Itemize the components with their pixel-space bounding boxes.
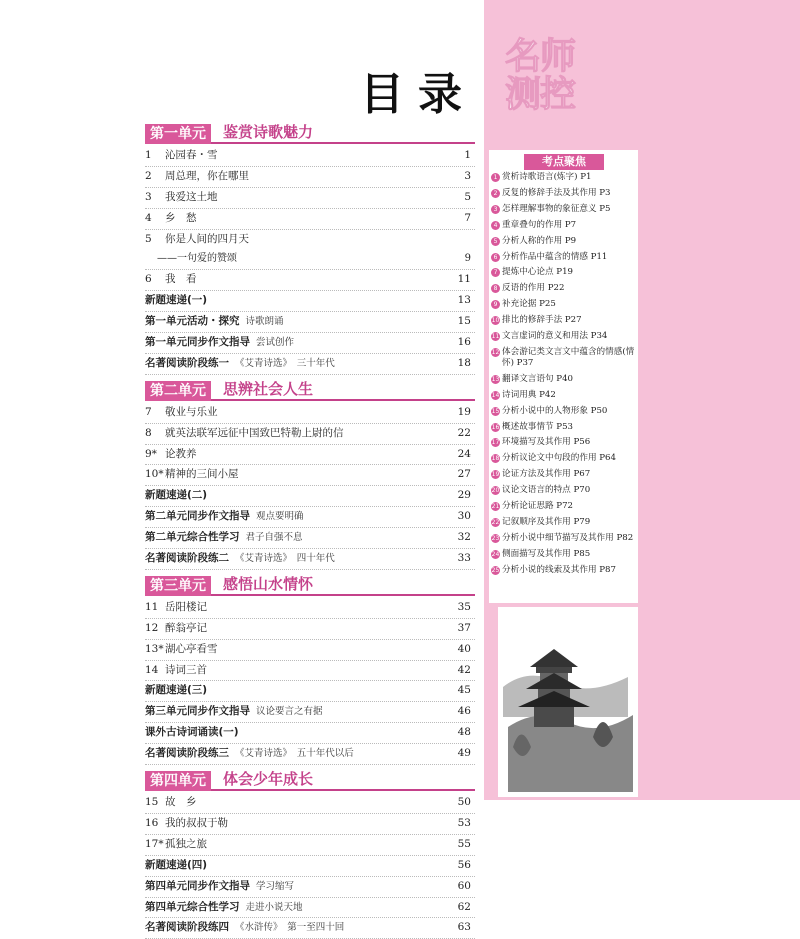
toc-entry[interactable]	[145, 549, 475, 570]
entry-title: 名著阅读阶段练三	[145, 747, 229, 760]
entry-title: 第三单元同步作文指导	[145, 705, 250, 718]
entry-title: 名著阅读阶段练四	[145, 921, 229, 934]
toc-entry[interactable]	[145, 249, 475, 270]
point-text: 分析小说的线索及其作用 P87	[502, 564, 616, 575]
point-number-badge: 9	[491, 300, 500, 309]
point-number-badge: 5	[491, 237, 500, 246]
entry-page: 27	[457, 468, 471, 481]
point-text: 分析小说中的人物形象 P50	[502, 405, 608, 416]
entry-title: 第一单元同步作文指导	[145, 336, 250, 349]
toc-entry[interactable]	[145, 465, 475, 486]
entry-page: 35	[457, 600, 471, 613]
point-number-badge: 8	[491, 284, 500, 293]
point-number-badge: 21	[491, 503, 500, 511]
key-point-item[interactable]	[491, 390, 638, 401]
point-text: 反复的修辞手法及其作用 P3	[502, 187, 611, 198]
key-point-item[interactable]	[491, 347, 638, 369]
entry-page: 53	[457, 816, 471, 829]
key-point-item[interactable]	[491, 299, 638, 310]
toc-entry[interactable]	[145, 291, 475, 312]
toc-entry[interactable]	[145, 312, 475, 333]
entry-title: 诗词三首	[165, 663, 207, 676]
entry-subtitle: 《艾青诗选》 三十年代	[235, 357, 335, 369]
entry-title: 名著阅读阶段练二	[145, 552, 229, 565]
point-text: 体会游记类文言文中蕴含的情感(情怀) P37	[502, 346, 635, 368]
point-number-badge: 23	[491, 534, 500, 542]
toc-entry[interactable]	[145, 723, 475, 744]
entry-number: 9*	[145, 447, 157, 460]
key-point-item[interactable]	[491, 374, 638, 385]
point-text: 概述故事情节 P53	[502, 421, 574, 432]
entry-subtitle: 诗歌朗诵	[245, 316, 284, 328]
entry-page: 46	[457, 705, 471, 718]
point-text: 记叙顺序及其作用 P79	[502, 516, 591, 527]
point-text: 议论文语言的特点 P70	[502, 485, 591, 496]
point-number-badge: 11	[491, 333, 500, 341]
entry-title: 第一单元活动・探究	[145, 315, 240, 328]
toc-entry[interactable]	[145, 681, 475, 702]
point-number-badge: 22	[491, 518, 500, 526]
unit-tag: 第一单元	[145, 124, 211, 144]
unit-tag: 第三单元	[145, 576, 211, 596]
toc-entry[interactable]	[145, 856, 475, 877]
entry-page: 9	[464, 253, 471, 265]
key-point-item[interactable]	[491, 267, 638, 278]
point-text: 分析作品中蕴含的情感 P11	[502, 251, 608, 262]
entry-page: 22	[457, 426, 471, 439]
entry-page: 11	[457, 273, 471, 286]
point-text: 补充论据 P25	[502, 299, 556, 310]
point-text: 分析人称的作用 P9	[502, 235, 577, 246]
point-text: 翻译文言语句 P40	[502, 373, 574, 384]
entry-page: 18	[457, 356, 471, 369]
entry-number: 17*	[145, 837, 164, 850]
entry-page: 49	[457, 747, 471, 760]
key-point-item[interactable]	[491, 406, 638, 417]
point-number-badge: 3	[491, 205, 500, 214]
entry-title: 我爱这土地	[165, 190, 218, 203]
point-number-badge: 18	[491, 455, 500, 463]
entry-title: 名著阅读阶段练一	[145, 356, 229, 369]
entry-page: 33	[457, 552, 471, 565]
toc-entry[interactable]	[145, 486, 475, 507]
unit-header	[145, 573, 475, 596]
unit-name: 鉴赏诗歌魅力	[223, 123, 314, 141]
entry-page: 63	[457, 921, 471, 934]
entry-number: 11	[145, 600, 159, 613]
point-number-badge: 1	[491, 173, 500, 182]
entry-title: 第四单元同步作文指导	[145, 879, 250, 892]
entry-subtitle: 尝试创作	[256, 337, 295, 349]
point-number-badge: 4	[491, 221, 500, 230]
entry-title: 新题速递(一)	[145, 294, 208, 307]
entry-title: 第二单元综合性学习	[145, 531, 240, 544]
toc-entry[interactable]	[145, 209, 475, 230]
entry-title: 第四单元综合性学习	[145, 900, 240, 913]
unit-name: 感悟山水情怀	[223, 574, 314, 593]
key-point-item[interactable]	[491, 437, 638, 448]
toc-entry[interactable]	[145, 167, 475, 188]
key-point-item[interactable]	[491, 331, 638, 342]
toc-entry[interactable]	[145, 403, 475, 424]
point-number-badge: 25	[491, 566, 500, 574]
toc-entry[interactable]	[145, 793, 475, 814]
point-number-badge: 12	[491, 348, 500, 356]
toc-entry[interactable]	[145, 640, 475, 661]
point-text: 提炼中心论点 P19	[502, 267, 574, 278]
toc-entry[interactable]	[145, 354, 475, 375]
toc-entry[interactable]	[145, 598, 475, 619]
key-point-item[interactable]	[491, 283, 638, 294]
point-text: 侧面描写及其作用 P85	[502, 548, 591, 559]
entry-number: 5	[145, 232, 152, 245]
entry-page: 40	[457, 642, 471, 655]
entry-page: 24	[457, 447, 471, 460]
key-point-item[interactable]	[491, 204, 638, 215]
entry-title: 你是人间的四月天	[165, 232, 249, 245]
unit-name: 思辨社会人生	[223, 379, 314, 398]
point-number-badge: 16	[491, 423, 500, 431]
entry-number: 10*	[145, 468, 164, 481]
key-point-item[interactable]	[491, 485, 638, 496]
entry-title: 湖心亭看雪	[165, 642, 218, 655]
page-title: 目录	[360, 69, 476, 120]
unit-header	[145, 378, 475, 401]
point-text: 环境描写及其作用 P56	[502, 437, 591, 448]
entry-subtitle: 走进小说天地	[245, 901, 303, 913]
point-number-badge: 7	[491, 268, 500, 277]
entry-title: 论教养	[165, 447, 197, 460]
pavilion-illustration	[498, 607, 638, 797]
point-text: 怎样理解事物的象征意义 P5	[502, 203, 611, 214]
entry-subtitle: 君子自强不息	[245, 532, 303, 544]
key-point-item[interactable]	[491, 469, 638, 480]
entry-number: 3	[145, 190, 152, 203]
entry-number: 6	[145, 273, 152, 286]
point-text: 赏析诗歌语言(炼字) P1	[502, 172, 592, 182]
entry-page: 45	[457, 684, 471, 697]
point-number-badge: 19	[491, 471, 500, 479]
toc-entry[interactable]	[145, 230, 475, 250]
key-point-item[interactable]	[491, 236, 638, 247]
entry-number: 8	[145, 426, 152, 439]
entry-number: 12	[145, 621, 159, 634]
toc-entry[interactable]	[145, 507, 475, 528]
toc-entry[interactable]	[145, 918, 475, 939]
entry-title: 敬业与乐业	[165, 405, 218, 418]
entry-subtitle: 议论要言之有据	[256, 706, 323, 718]
toc-entry[interactable]	[145, 619, 475, 640]
toc-entry[interactable]	[145, 814, 475, 835]
point-text: 论证方法及其作用 P67	[502, 469, 591, 480]
toc-entry[interactable]	[145, 146, 475, 167]
point-number-badge: 2	[491, 189, 500, 198]
key-point-item[interactable]	[491, 172, 638, 183]
entry-subtitle: 观点要明确	[256, 511, 304, 523]
point-text: 重章叠句的作用 P7	[502, 219, 577, 230]
entry-title: ——一句爱的赞颂	[157, 253, 237, 265]
entry-title: 精神的三间小屋	[165, 468, 239, 481]
toc-entry[interactable]	[145, 188, 475, 209]
entry-page: 62	[457, 900, 471, 913]
point-number-badge: 20	[491, 487, 500, 495]
entry-page: 60	[457, 879, 471, 892]
point-text: 分析议论文中句段的作用 P64	[502, 453, 616, 464]
entry-page: 15	[457, 315, 471, 328]
brand-logo	[505, 38, 595, 114]
point-number-badge: 10	[491, 317, 500, 325]
entry-title: 乡 愁	[165, 211, 197, 224]
entry-page: 37	[457, 621, 471, 634]
key-point-item[interactable]	[491, 565, 638, 576]
entry-title: 课外古诗词诵读(一)	[145, 726, 239, 739]
unit-tag: 第四单元	[145, 771, 211, 791]
toc-entry[interactable]	[145, 877, 475, 898]
entry-page: 50	[457, 796, 471, 809]
toc-entry[interactable]	[145, 661, 475, 682]
entry-number: 15	[145, 796, 159, 809]
point-text: 分析小说中细节描写及其作用 P82	[502, 532, 634, 543]
entry-number: 16	[145, 816, 159, 829]
unit-name: 体会少年成长	[223, 770, 314, 789]
entry-number: 7	[145, 405, 152, 418]
entry-number: 2	[145, 169, 152, 182]
key-point-item[interactable]	[491, 453, 638, 464]
entry-title: 醉翁亭记	[165, 621, 207, 634]
entry-title: 岳阳楼记	[165, 600, 207, 613]
toc-entry[interactable]	[145, 424, 475, 445]
point-number-badge: 14	[491, 391, 500, 399]
key-point-item[interactable]	[491, 517, 638, 528]
point-number-badge: 15	[491, 407, 500, 415]
entry-page: 19	[457, 405, 471, 418]
entry-title: 我的叔叔于勒	[165, 816, 228, 829]
key-point-item[interactable]	[491, 422, 638, 433]
entry-page: 13	[457, 294, 471, 307]
key-point-item[interactable]	[491, 501, 638, 512]
entry-page: 29	[457, 489, 471, 502]
entry-title: 我 看	[165, 273, 197, 286]
entry-title: 就英法联军远征中国致巴特勒上尉的信	[165, 426, 344, 439]
key-point-item[interactable]	[491, 315, 638, 326]
entry-number: 4	[145, 211, 152, 224]
entry-page: 30	[457, 510, 471, 523]
unit-header	[145, 121, 475, 144]
entry-title: 沁园春・雪	[165, 149, 218, 161]
entry-subtitle: 《艾青诗选》 四十年代	[235, 553, 335, 565]
entry-page: 5	[464, 190, 471, 203]
point-text: 诗词用典 P42	[502, 389, 556, 400]
point-number-badge: 13	[491, 375, 500, 383]
table-of-contents	[145, 118, 475, 939]
entry-title: 故 乡	[165, 796, 197, 809]
unit-tag: 第二单元	[145, 381, 211, 401]
unit-header	[145, 768, 475, 791]
point-number-badge: 24	[491, 550, 500, 558]
key-points-title: 考点聚焦	[524, 154, 604, 170]
toc-entry[interactable]	[145, 445, 475, 466]
entry-title: 第二单元同步作文指导	[145, 510, 250, 523]
toc-entry[interactable]	[145, 835, 475, 856]
entry-page: 56	[457, 858, 471, 871]
point-text: 反语的作用 P22	[502, 283, 565, 294]
key-point-item[interactable]	[491, 188, 638, 199]
point-number-badge: 17	[491, 439, 500, 447]
toc-entry[interactable]	[145, 528, 475, 549]
toc-entry[interactable]	[145, 702, 475, 723]
entry-title: 孤独之旅	[165, 837, 207, 850]
entry-subtitle: 《水浒传》 第一至四十回	[235, 922, 345, 934]
entry-title: 新题速递(三)	[145, 684, 208, 697]
key-point-item[interactable]	[491, 533, 638, 544]
point-text: 分析论证思路 P72	[502, 501, 574, 512]
logo-line-2: 测控	[505, 74, 576, 115]
entry-page: 3	[464, 169, 471, 182]
logo-line-1: 名师	[505, 36, 576, 77]
point-number-badge: 6	[491, 253, 500, 262]
entry-page: 1	[464, 149, 471, 161]
toc-entry[interactable]	[145, 333, 475, 354]
key-point-item[interactable]	[491, 252, 638, 263]
entry-page: 7	[464, 211, 471, 224]
entry-subtitle: 学习缩写	[256, 880, 295, 892]
entry-page: 16	[457, 336, 471, 349]
entry-number: 1	[145, 149, 152, 161]
entry-title: 新题速递(二)	[145, 489, 208, 502]
entry-page: 55	[457, 837, 471, 850]
key-point-item[interactable]	[491, 220, 638, 231]
entry-title: 新题速递(四)	[145, 858, 208, 871]
entry-title: 周总理，你在哪里	[165, 169, 249, 182]
entry-number: 13*	[145, 642, 164, 655]
entry-page: 32	[457, 531, 471, 544]
entry-subtitle: 《艾青诗选》 五十年代以后	[235, 748, 354, 760]
key-point-item[interactable]	[491, 549, 638, 560]
point-text: 文言虚词的意义和用法 P34	[502, 331, 608, 342]
toc-entry[interactable]	[145, 898, 475, 919]
entry-page: 42	[457, 663, 471, 676]
point-text: 排比的修辞手法 P27	[502, 315, 582, 326]
toc-entry[interactable]	[145, 270, 475, 291]
entry-number: 14	[145, 663, 159, 676]
entry-page: 48	[457, 726, 471, 739]
toc-entry[interactable]	[145, 744, 475, 765]
key-points-list	[491, 172, 638, 581]
